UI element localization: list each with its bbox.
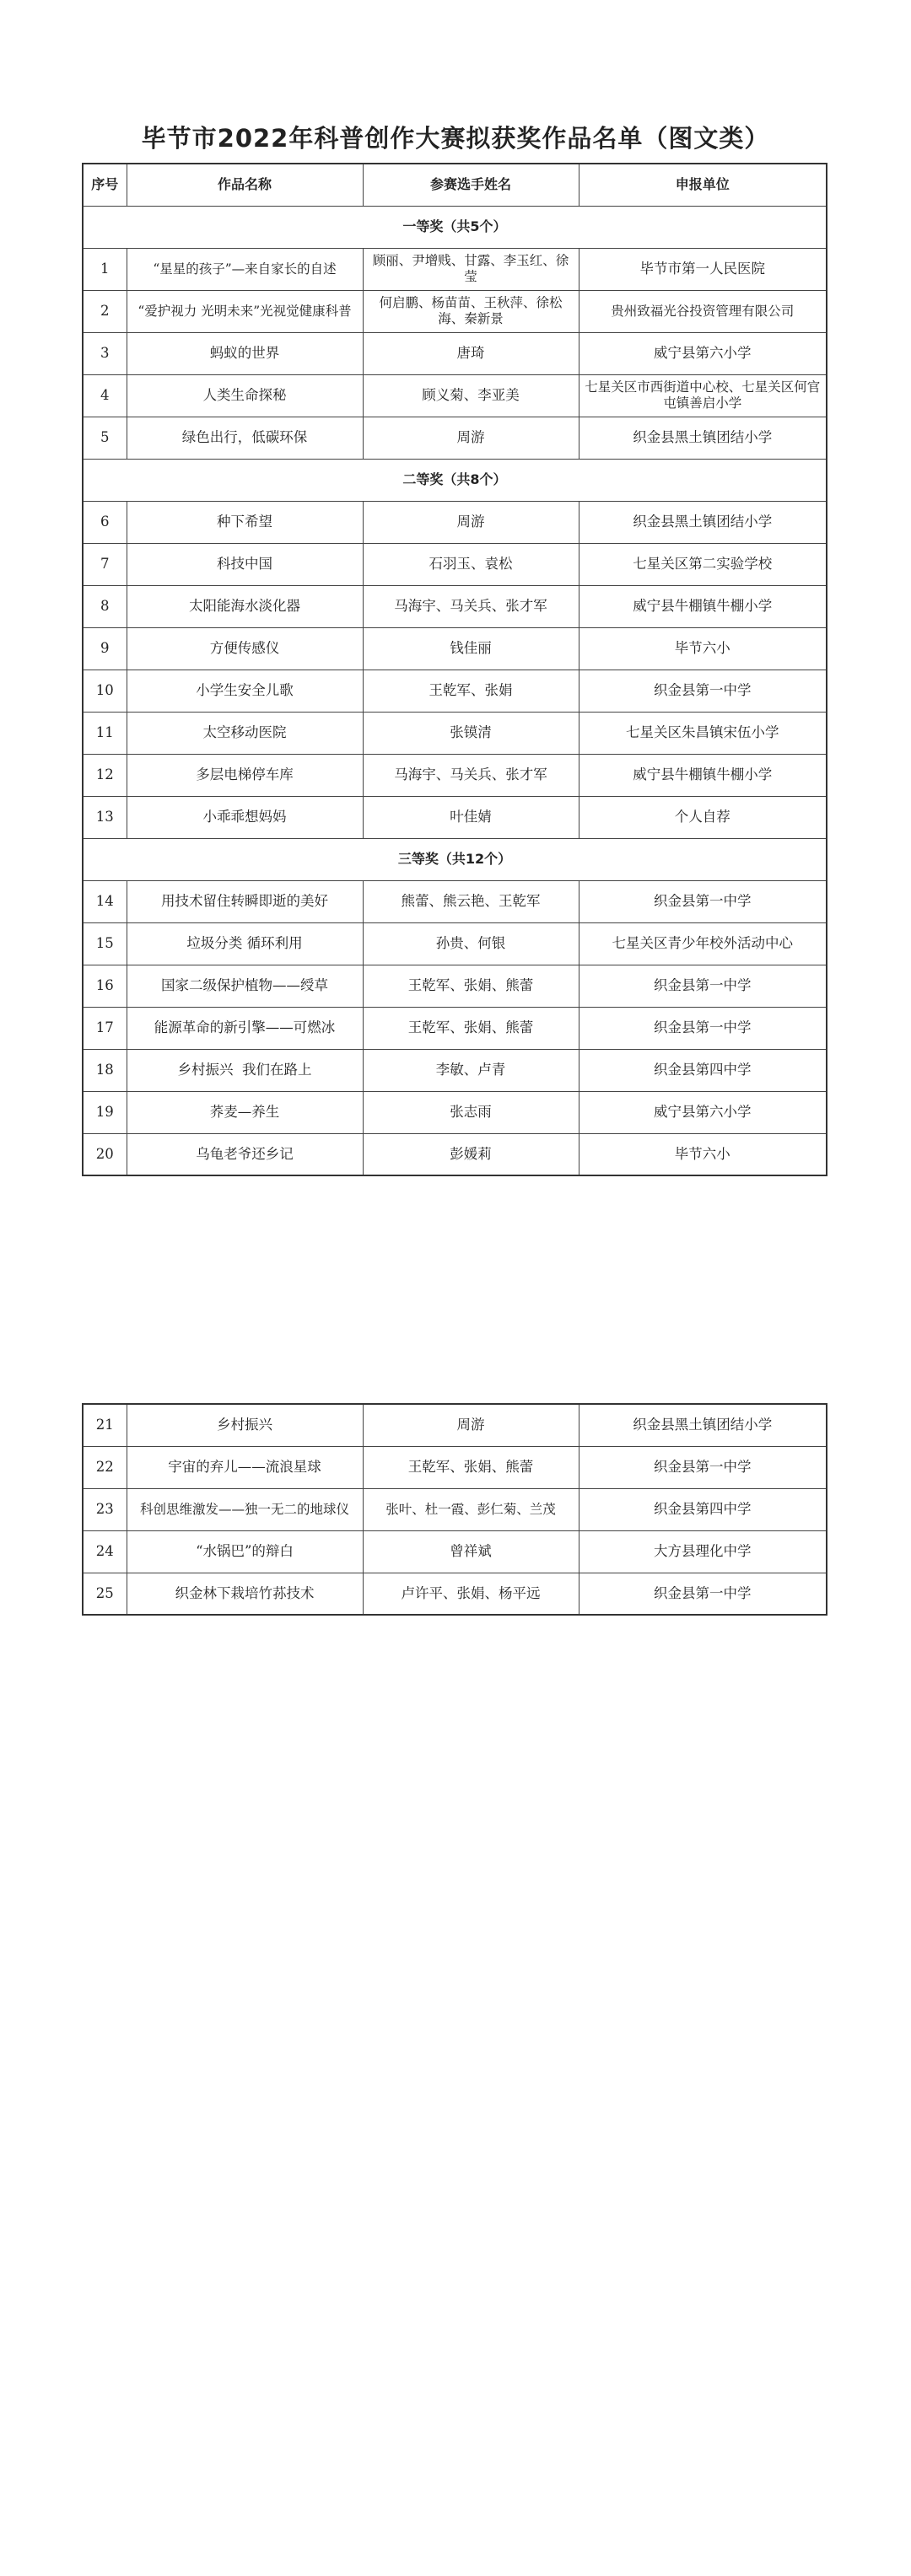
table-row <box>83 290 827 332</box>
participants: 顾丽、尹增贱、甘露、李玉红、徐莹 <box>363 248 579 290</box>
table-row <box>83 627 827 670</box>
work-title: 人类生命探秘 <box>127 374 363 417</box>
table-row <box>83 1573 827 1615</box>
table-row <box>83 585 827 627</box>
table-row <box>83 332 827 374</box>
participants: 张镆清 <box>363 712 579 754</box>
table-row <box>83 1446 827 1488</box>
section-row-third-prize <box>83 838 827 880</box>
organization: 织金县第一中学 <box>579 1446 827 1488</box>
organization: 贵州致福光谷投资管理有限公司 <box>579 290 827 332</box>
participants: 孙贵、何银 <box>363 922 579 965</box>
row-index: 6 <box>83 501 127 543</box>
table-row <box>83 1007 827 1049</box>
work-title: 乡村振兴 我们在路上 <box>127 1049 363 1091</box>
row-index: 9 <box>83 627 127 670</box>
row-index: 15 <box>83 922 127 965</box>
organization: 七星关区第二实验学校 <box>579 543 827 585</box>
work-title: 科创思维激发——独一无二的地球仪 <box>127 1488 363 1530</box>
header-organization: 申报单位 <box>579 164 827 206</box>
work-title: 科技中国 <box>127 543 363 585</box>
work-title: 多层电梯停车库 <box>127 754 363 796</box>
participants: 何启鹏、杨苗苗、王秋萍、徐松海、秦新景 <box>363 290 579 332</box>
table-row <box>83 1049 827 1091</box>
section-label: 二等奖（共8个） <box>83 459 827 501</box>
section-row-second-prize <box>83 459 827 501</box>
row-index: 5 <box>83 417 127 459</box>
participants: 周游 <box>363 1404 579 1446</box>
table-row <box>83 374 827 417</box>
organization: 七星关区青少年校外活动中心 <box>579 922 827 965</box>
participants: 周游 <box>363 501 579 543</box>
work-title: 用技术留住转瞬即逝的美好 <box>127 880 363 922</box>
participants: 王乾军、张娟、熊蕾 <box>363 1446 579 1488</box>
work-title: 宇宙的弃儿——流浪星球 <box>127 1446 363 1488</box>
organization: 织金县第四中学 <box>579 1488 827 1530</box>
table-row <box>83 417 827 459</box>
organization: 织金县黑土镇团结小学 <box>579 501 827 543</box>
work-title: “星星的孩子”—来自家长的自述 <box>127 248 363 290</box>
organization: 织金县黑土镇团结小学 <box>579 1404 827 1446</box>
work-title: 能源革命的新引擎——可燃冰 <box>127 1007 363 1049</box>
organization: 毕节六小 <box>579 627 827 670</box>
table-row <box>83 712 827 754</box>
page-title: 毕节市2022年科普创作大赛拟获奖作品名单（图文类） <box>141 124 770 153</box>
table-row <box>83 670 827 712</box>
work-title: 国家二级保护植物——绶草 <box>127 965 363 1007</box>
organization: 织金县第一中学 <box>579 1573 827 1615</box>
row-index: 21 <box>83 1404 127 1446</box>
participants: 曾祥斌 <box>363 1530 579 1573</box>
organization: 毕节六小 <box>579 1133 827 1175</box>
table-row <box>83 796 827 838</box>
participants: 马海宇、马关兵、张才军 <box>363 754 579 796</box>
participants: 卢许平、张娟、杨平远 <box>363 1573 579 1615</box>
table-row <box>83 501 827 543</box>
participants: 张叶、杜一霞、彭仁菊、兰茂 <box>363 1488 579 1530</box>
row-index: 14 <box>83 880 127 922</box>
participants: 叶佳婧 <box>363 796 579 838</box>
organization: 威宁县第六小学 <box>579 332 827 374</box>
table-row <box>83 880 827 922</box>
participants: 熊蕾、熊云艳、王乾军 <box>363 880 579 922</box>
work-title: 织金林下栽培竹荪技术 <box>127 1573 363 1615</box>
work-title: 绿色出行，低碳环保 <box>127 417 363 459</box>
organization: 威宁县牛棚镇牛棚小学 <box>579 585 827 627</box>
participants: 王乾军、张娟、熊蕾 <box>363 1007 579 1049</box>
table-row <box>83 248 827 290</box>
work-title: 乡村振兴 <box>127 1404 363 1446</box>
organization: 大方县理化中学 <box>579 1530 827 1573</box>
section-row-first-prize <box>83 206 827 248</box>
participants: 石羽玉、袁松 <box>363 543 579 585</box>
row-index: 19 <box>83 1091 127 1133</box>
section-label: 三等奖（共12个） <box>83 838 827 880</box>
organization: 威宁县第六小学 <box>579 1091 827 1133</box>
participants: 马海宇、马关兵、张才军 <box>363 585 579 627</box>
work-title: 小乖乖想妈妈 <box>127 796 363 838</box>
work-title: 荞麦—养生 <box>127 1091 363 1133</box>
organization: 毕节市第一人民医院 <box>579 248 827 290</box>
organization: 七星关区市西街道中心校、七星关区何官屯镇善启小学 <box>579 374 827 417</box>
participants: 李敏、卢青 <box>363 1049 579 1091</box>
row-index: 23 <box>83 1488 127 1530</box>
work-title: 小学生安全儿歌 <box>127 670 363 712</box>
table-row <box>83 1488 827 1530</box>
header-row <box>83 164 827 206</box>
row-index: 7 <box>83 543 127 585</box>
participants: 张志雨 <box>363 1091 579 1133</box>
row-index: 16 <box>83 965 127 1007</box>
row-index: 1 <box>83 248 127 290</box>
row-index: 4 <box>83 374 127 417</box>
work-title: 方便传感仪 <box>127 627 363 670</box>
row-index: 12 <box>83 754 127 796</box>
participants: 王乾军、张娟 <box>363 670 579 712</box>
work-title: 乌龟老爷还乡记 <box>127 1133 363 1175</box>
organization: 织金县黑土镇团结小学 <box>579 417 827 459</box>
row-index: 8 <box>83 585 127 627</box>
awards-table-continued <box>82 1403 827 1616</box>
row-index: 2 <box>83 290 127 332</box>
organization: 织金县第一中学 <box>579 670 827 712</box>
participants: 钱佳丽 <box>363 627 579 670</box>
organization: 七星关区朱昌镇宋伍小学 <box>579 712 827 754</box>
row-index: 13 <box>83 796 127 838</box>
header-index: 序号 <box>83 164 127 206</box>
participants: 顾义菊、李亚美 <box>363 374 579 417</box>
organization: 威宁县牛棚镇牛棚小学 <box>579 754 827 796</box>
organization: 织金县第一中学 <box>579 880 827 922</box>
row-index: 17 <box>83 1007 127 1049</box>
participants: 周游 <box>363 417 579 459</box>
row-index: 11 <box>83 712 127 754</box>
table-row <box>83 1091 827 1133</box>
work-title: 种下希望 <box>127 501 363 543</box>
organization: 织金县第四中学 <box>579 1049 827 1091</box>
table-row <box>83 965 827 1007</box>
organization: 个人自荐 <box>579 796 827 838</box>
work-title: 垃圾分类 循环利用 <box>127 922 363 965</box>
organization: 织金县第一中学 <box>579 965 827 1007</box>
work-title: “水锅巴”的辩白 <box>127 1530 363 1573</box>
row-index: 22 <box>83 1446 127 1488</box>
organization: 织金县第一中学 <box>579 1007 827 1049</box>
table-row <box>83 1404 827 1446</box>
work-title: 太阳能海水淡化器 <box>127 585 363 627</box>
table-row <box>83 922 827 965</box>
table-row <box>83 1530 827 1573</box>
row-index: 3 <box>83 332 127 374</box>
header-participants: 参赛选手姓名 <box>363 164 579 206</box>
participants: 王乾军、张娟、熊蕾 <box>363 965 579 1007</box>
participants: 彭媛莉 <box>363 1133 579 1175</box>
awards-table <box>82 163 827 1176</box>
row-index: 24 <box>83 1530 127 1573</box>
work-title: “爱护视力 光明未来”光视觉健康科普 <box>127 290 363 332</box>
row-index: 25 <box>83 1573 127 1615</box>
participants: 唐琦 <box>363 332 579 374</box>
section-label: 一等奖（共5个） <box>83 206 827 248</box>
row-index: 20 <box>83 1133 127 1175</box>
row-index: 10 <box>83 670 127 712</box>
table-row <box>83 543 827 585</box>
work-title: 太空移动医院 <box>127 712 363 754</box>
table-row <box>83 754 827 796</box>
table-row <box>83 1133 827 1175</box>
row-index: 18 <box>83 1049 127 1091</box>
header-work-title: 作品名称 <box>127 164 363 206</box>
work-title: 蚂蚁的世界 <box>127 332 363 374</box>
